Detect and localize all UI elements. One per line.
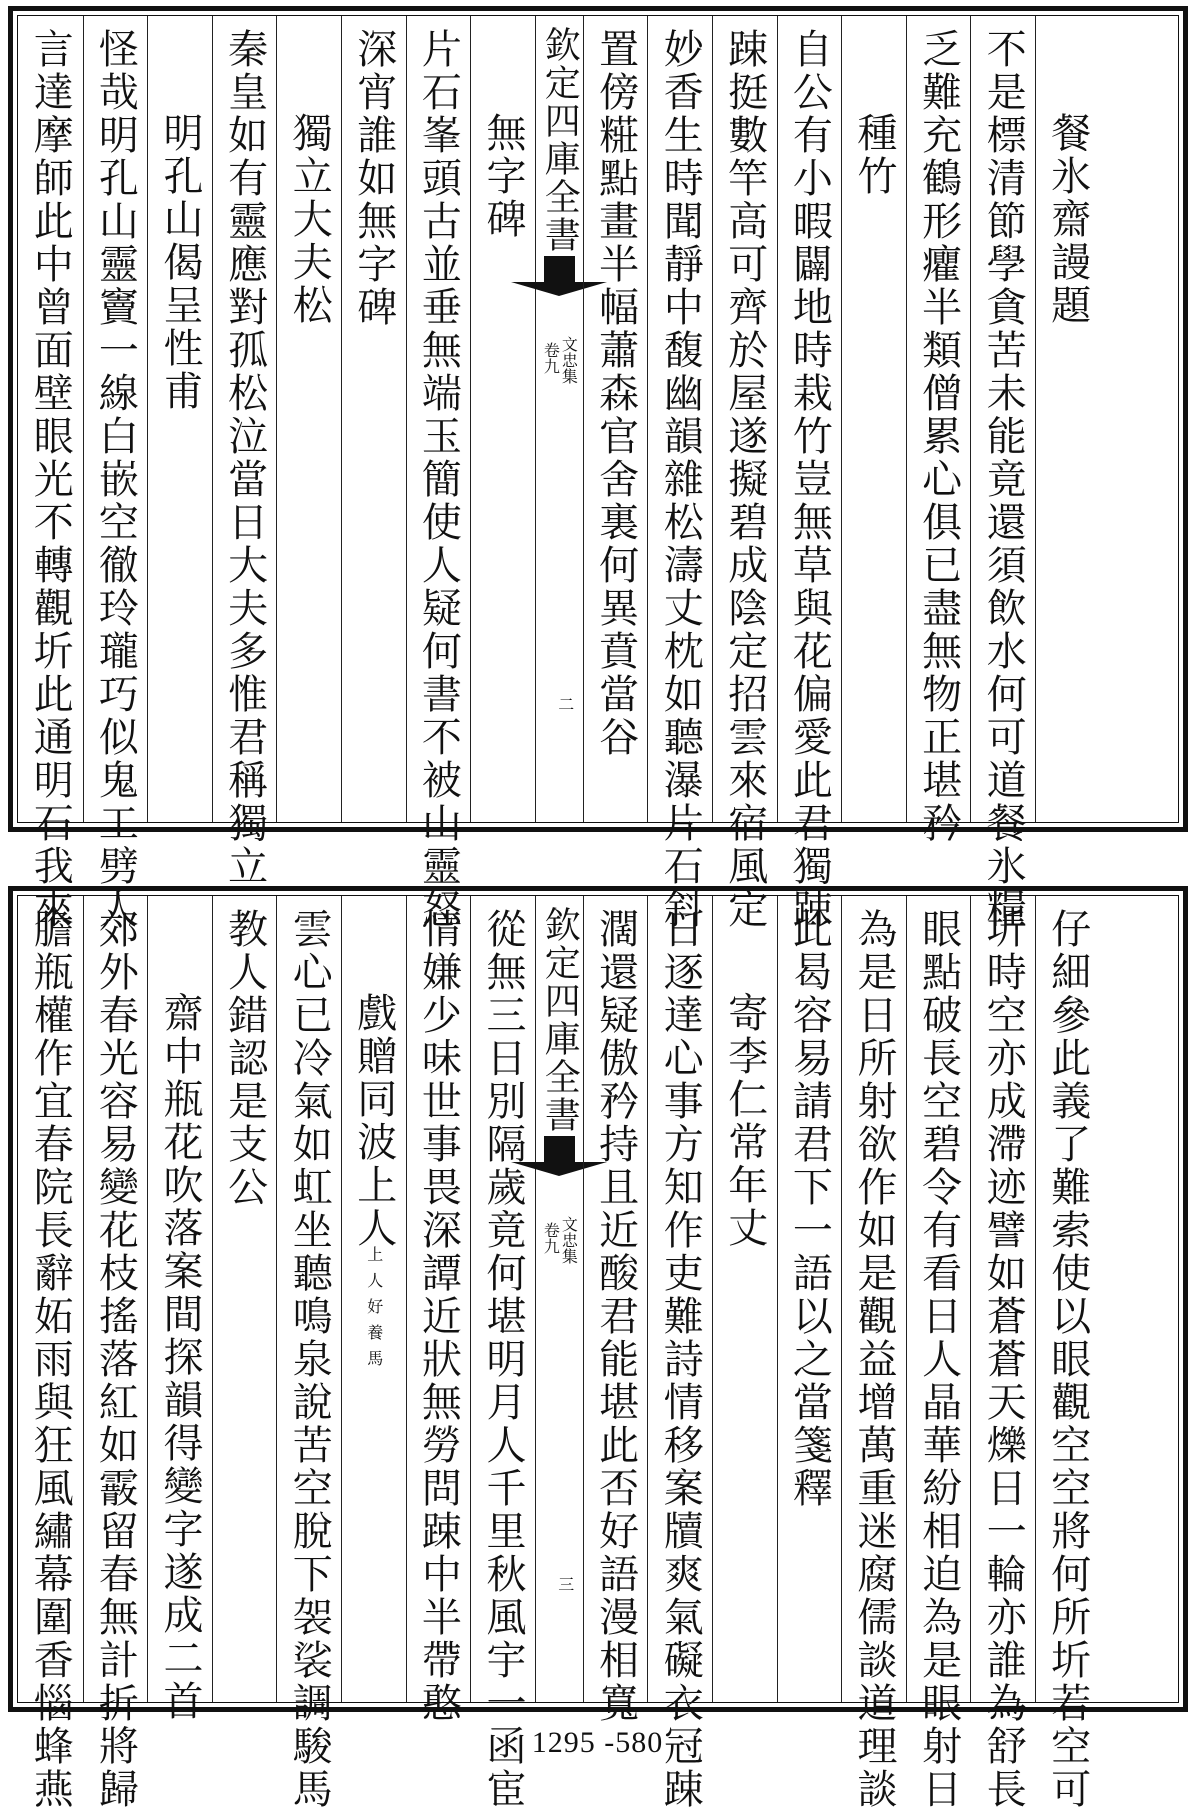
text-column [276, 896, 341, 1811]
fishtail-mark [544, 256, 575, 282]
text-column [470, 896, 535, 1811]
upper-page [8, 6, 1188, 931]
text-column [18, 16, 83, 931]
verse-text: 乏難充鶴形癯半類僧累心俱已盡無物正堪矜 [915, 28, 962, 845]
verse-text: 情嫌少味世事畏深譚近狀無勞問踈中半帶憨 [415, 908, 462, 1725]
verse-text: 為是日所射欲作如是觀益增萬重迷腐儒談道理談 [850, 908, 897, 1811]
verse-text: 置傍糚點畫半幅蕭森官舍裏何異賁當谷 [592, 28, 639, 759]
poem-title: 餐氷齋謾題 [1044, 112, 1091, 327]
text-column [583, 16, 648, 822]
verse-text: 雲心已冷氣如虹坐聽鳴泉說苦空脫下袈裟調駿馬 [286, 908, 333, 1811]
verse-text: 眼點破長空碧令有看日人晶華紛相迫為是眼射日 [915, 908, 962, 1811]
text-column [906, 896, 971, 1811]
text-column [212, 16, 277, 888]
poem-title-column [712, 896, 777, 1702]
text-column [583, 896, 648, 1725]
fishtail-mark [544, 1136, 575, 1162]
text-column [970, 16, 1035, 931]
verse-text: 言達摩師此中曾面壁眼光不轉觀圻此通明石我來 [27, 28, 74, 931]
poem-title-column [147, 16, 212, 822]
verse-text: 圻時空亦成滯迹譬如蒼蒼天爍日一輪亦誰為舒長 [980, 908, 1027, 1811]
text-column [777, 16, 842, 931]
volume-number: 卷九 [541, 342, 561, 374]
page-footer-number: 1295 -580 [531, 1726, 664, 1759]
collection-name: 文忠集 [559, 1216, 579, 1264]
leaf-number: 三 [555, 1576, 575, 1592]
text-column [18, 896, 83, 1811]
book-title: 欽定四庫全書 [539, 26, 581, 254]
verse-text: 膽瓶權作宜春院長辭妬雨與狂風繡幕圍香惱蜂燕 [27, 908, 74, 1811]
verse-text: 不是標清節學貪苦未能竟還須飲水何可道餐氷糧 [980, 28, 1027, 931]
poem-title: 寄李仁常年丈 [721, 992, 768, 1250]
text-column [647, 16, 712, 931]
verse-text: 日逐達心事方知作吏難詩情移案牘爽氣礙衣冠踈 [657, 908, 704, 1811]
verse-text: 此曷容易請君下一語以之當箋釋 [786, 908, 833, 1510]
text-column [341, 16, 406, 822]
text-column [970, 896, 1035, 1811]
center-margin-column [535, 896, 583, 1702]
volume-number: 卷九 [541, 1222, 561, 1254]
verse-text: 濶還疑傲矜持且近酸君能堪此否好語漫相寬 [592, 908, 639, 1725]
text-column [406, 16, 471, 931]
verse-text: 仔細參此義了難索使以眼觀空空將何所圻若空可 [1044, 908, 1091, 1811]
verse-text: 秦皇如有靈應對孤松泣當日大夫多惟君稱獨立 [221, 28, 268, 888]
poem-title: 齋中瓶花吹落案間探韻得變字遂成二首 [156, 992, 203, 1723]
poem-title-column [341, 896, 406, 1702]
text-column [906, 16, 971, 845]
poem-title: 獨立大夫松 [286, 112, 333, 327]
poem-title-column [841, 16, 906, 822]
text-column [83, 896, 148, 1811]
text-column [777, 896, 842, 1702]
text-column [1035, 896, 1100, 1811]
text-column [841, 896, 906, 1811]
verse-text: 片石峯頭古並垂無端玉簡使人疑何書不被山靈怒 [415, 28, 462, 931]
collection-name: 文忠集 [559, 336, 579, 384]
poem-title-column [1035, 16, 1100, 822]
text-column [212, 896, 277, 1702]
text-column [83, 16, 148, 931]
upper-page-frame [17, 15, 1179, 931]
leaf-number: 二 [555, 696, 575, 712]
text-column [647, 896, 712, 1811]
poem-title-column [147, 896, 212, 1723]
poem-title: 明孔山偈呈性甫 [156, 112, 203, 413]
verse-text: 妙香生時聞靜中馥幽韻雜松濤丈枕如聽瀑片石斜 [657, 28, 704, 931]
text-column [712, 16, 777, 931]
text-column [406, 896, 471, 1725]
poem-title-column [276, 16, 341, 822]
verse-text: 踈挺數竿高可齊於屋遂擬碧成陰定招雲來宿風定 [721, 28, 768, 931]
poem-title: 無字碑 [479, 112, 526, 241]
center-margin-column [535, 16, 583, 822]
verse-text: 從無三日別隔歲竟何堪明月人千里秋風宇一函宦 [479, 908, 526, 1811]
verse-text: 深宵誰如無字碑 [350, 28, 397, 329]
poem-title: 種竹 [850, 112, 897, 198]
verse-text: 怪哉明孔山靈竇一線白嵌空徹玲瓏巧似鬼工劈人 [92, 28, 139, 931]
book-title: 欽定四庫全書 [539, 906, 581, 1134]
verse-text: 教人錯認是支公 [221, 908, 268, 1209]
verse-text: 自公有小暇闢地時栽竹豈無草與花偏愛此君獨踈 [786, 28, 833, 931]
poem-title-column [470, 16, 535, 822]
interlinear-note: 上人好養馬 [364, 1246, 384, 1376]
verse-text: 郊外春光容易變花枝搖落紅如霰留春無計折將歸 [92, 908, 139, 1811]
poem-title: 戲贈同波上人 [350, 992, 397, 1250]
